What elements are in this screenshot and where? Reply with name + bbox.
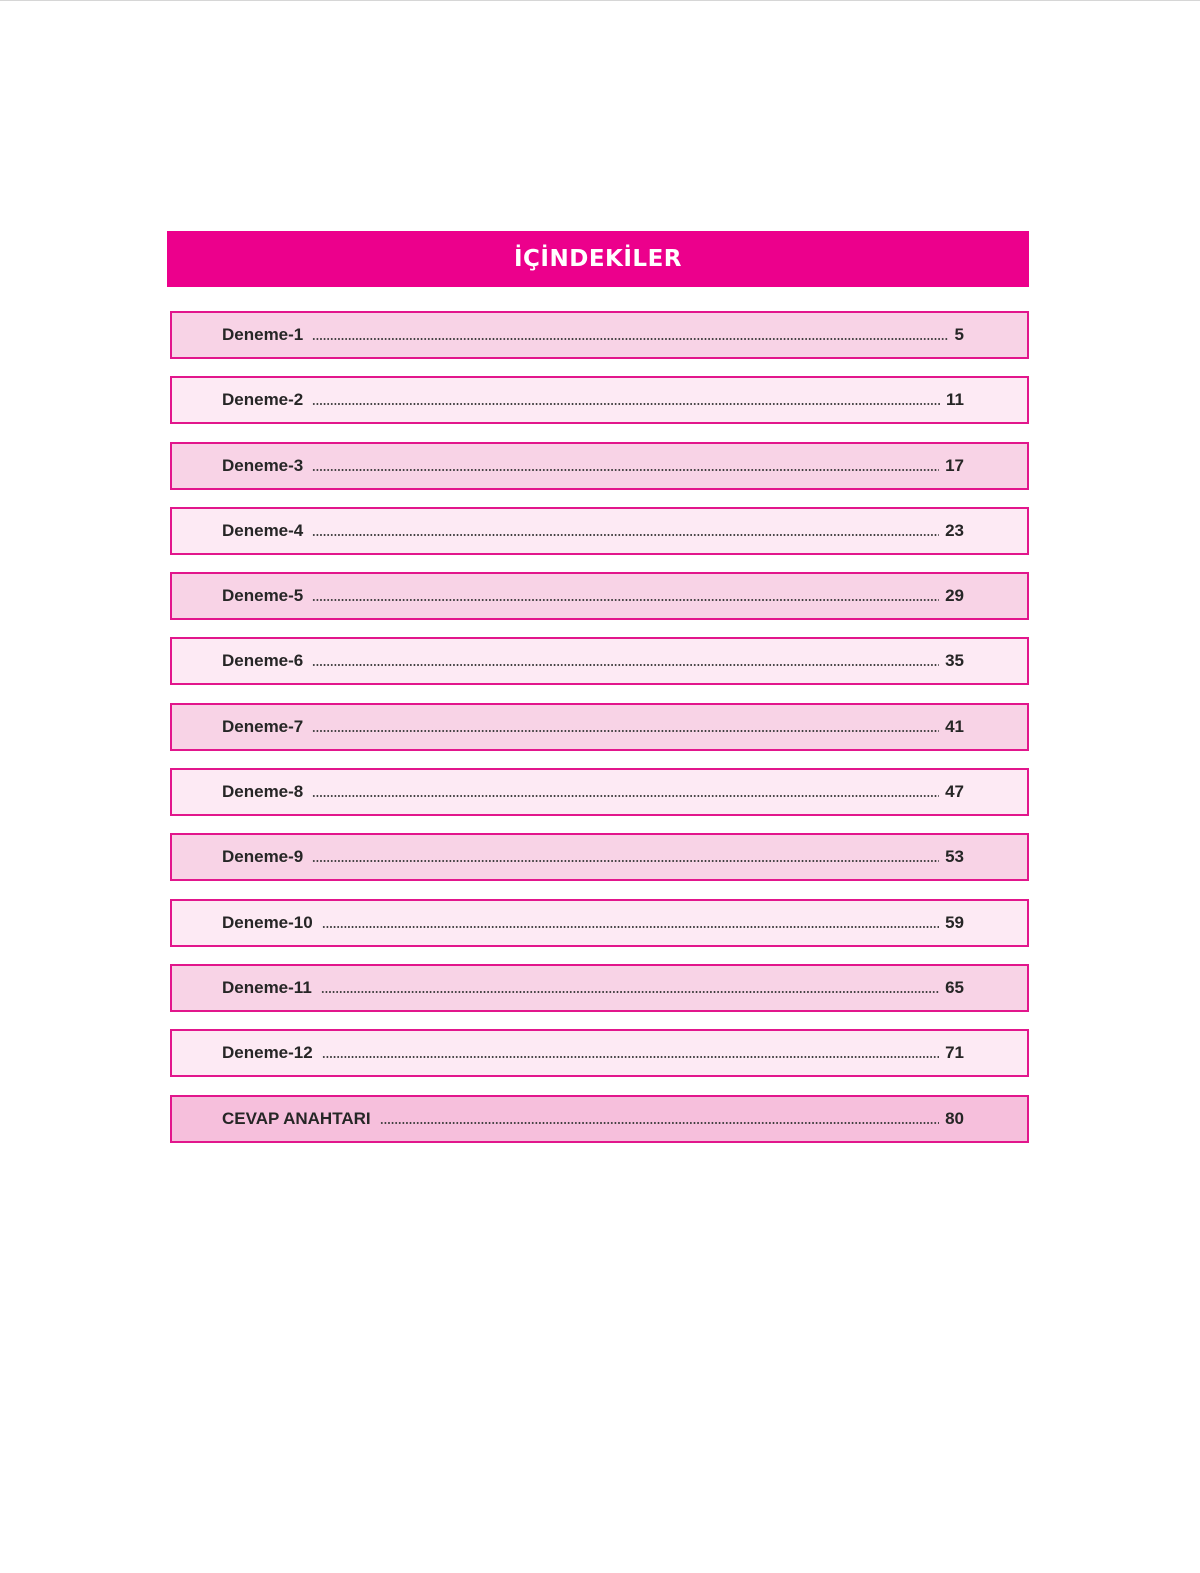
dot-leader [312, 795, 939, 797]
toc-entry-label: Deneme-5 [222, 586, 304, 606]
toc-entry-page-number: 41 [945, 716, 964, 736]
toc-entry-deneme-6[interactable] [170, 637, 1029, 685]
toc-entry-answer-key[interactable] [170, 1095, 1029, 1143]
toc-entry-page-number: 59 [945, 912, 964, 932]
toc-entry-label: Deneme-1 [222, 325, 304, 344]
toc-entry-page-number: 65 [945, 977, 964, 997]
dot-leader [321, 991, 939, 993]
toc-entry-page-number: 29 [945, 586, 964, 606]
toc-entry-deneme-1[interactable] [170, 311, 1029, 359]
toc-entry-label: Deneme-7 [222, 716, 304, 736]
toc-entry-page-number: 71 [945, 1043, 964, 1063]
toc-entry-page-number: 11 [946, 390, 964, 410]
toc-entry-label: Deneme-3 [222, 455, 304, 475]
toc-entry-label: CEVAP ANAHTARI [222, 1108, 371, 1128]
dot-leader [312, 403, 940, 405]
toc-entry-page-number: 17 [945, 455, 964, 475]
toc-entry-deneme-9[interactable] [170, 833, 1029, 881]
toc-entry-page-number: 47 [945, 782, 964, 802]
dot-leader [322, 1056, 939, 1058]
toc-entry-label: Deneme-9 [222, 847, 304, 867]
table-of-contents [170, 311, 1029, 1160]
dot-leader [312, 664, 939, 666]
dot-leader [312, 534, 939, 536]
toc-entry-label: Deneme-4 [222, 520, 304, 540]
dot-leader [380, 1122, 939, 1124]
toc-entry-page-number: 35 [945, 651, 964, 671]
toc-entry-deneme-4[interactable] [170, 507, 1029, 555]
toc-entry-label: Deneme-2 [222, 390, 304, 410]
top-border-line [0, 0, 1200, 1]
dot-leader [312, 599, 939, 601]
toc-header-banner [167, 231, 1029, 287]
toc-entry-deneme-5[interactable] [170, 572, 1029, 620]
toc-entry-deneme-11[interactable] [170, 964, 1029, 1012]
dot-leader [312, 338, 948, 340]
toc-entry-deneme-3[interactable] [170, 442, 1029, 490]
toc-entry-page-number: 80 [945, 1108, 964, 1128]
dot-leader [322, 926, 939, 928]
toc-entry-label: Deneme-6 [222, 651, 304, 671]
toc-entry-label: Deneme-11 [222, 977, 312, 997]
toc-entry-deneme-10[interactable] [170, 899, 1029, 947]
toc-entry-label: Deneme-12 [222, 1043, 313, 1063]
toc-entry-deneme-12[interactable] [170, 1029, 1029, 1077]
dot-leader [312, 469, 939, 471]
toc-entry-page-number: 5 [954, 325, 964, 344]
toc-entry-deneme-2[interactable] [170, 376, 1029, 424]
dot-leader [312, 860, 939, 862]
toc-entry-label: Deneme-8 [222, 782, 304, 802]
toc-entry-page-number: 23 [945, 520, 964, 540]
toc-entry-label: Deneme-10 [222, 912, 313, 932]
toc-entry-deneme-7[interactable] [170, 703, 1029, 751]
page-title: İÇİNDEKİLER [513, 246, 682, 272]
toc-entry-page-number: 53 [945, 847, 964, 867]
dot-leader [312, 730, 939, 732]
toc-entry-deneme-8[interactable] [170, 768, 1029, 816]
